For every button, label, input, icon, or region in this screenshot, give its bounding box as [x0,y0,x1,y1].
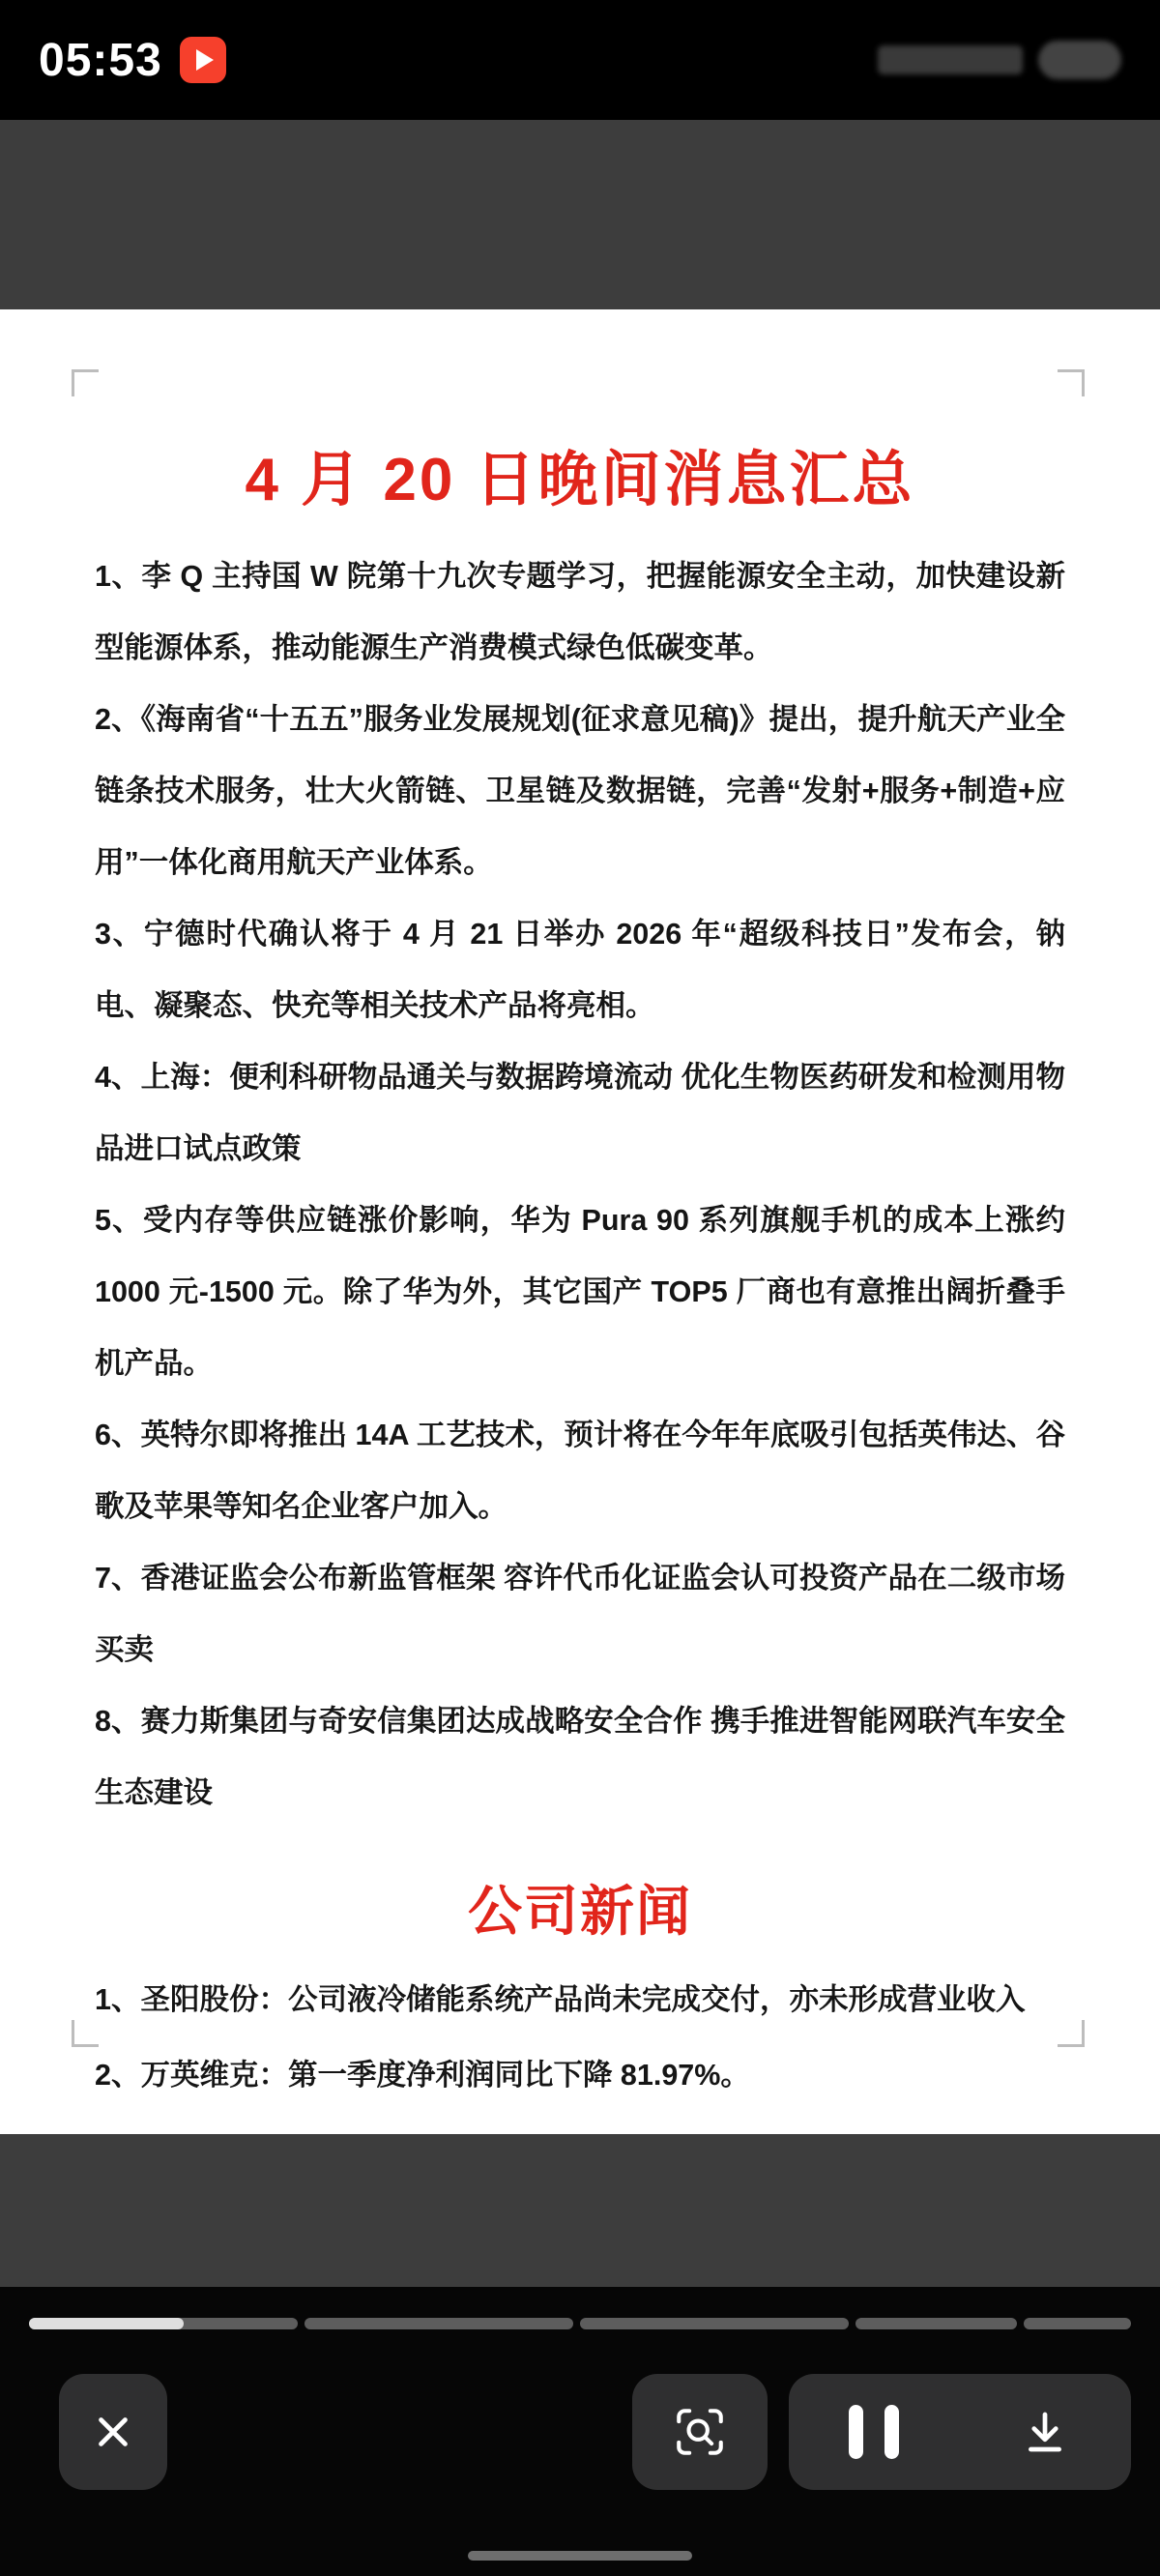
progress-segment[interactable] [29,2318,298,2329]
progress-bar[interactable] [29,2318,1131,2329]
video-letterbox-top [0,120,1160,309]
company-list [95,1962,1065,2113]
news-item: 1、圣阳股份：公司液冷储能系统产品尚未完成交付，亦未形成营业收入 [95,1983,1026,2016]
document-page [0,309,1160,2134]
play-triangle-icon [196,49,214,71]
document-title: 4 月 20 日晚间消息汇总 [245,447,915,513]
home-indicator[interactable] [468,2551,692,2561]
news-item: 2、万英维克：第一季度净利润同比下降 81.97%。 [95,2059,750,2092]
image-search-button[interactable] [632,2374,768,2490]
progress-segment[interactable] [856,2318,1017,2329]
close-icon [91,2410,135,2454]
player-controls [0,2287,1160,2576]
download-icon [1019,2406,1071,2458]
clock-time: 05:53 [39,34,162,86]
progress-segment[interactable] [580,2318,849,2329]
pause-download-group [789,2374,1131,2490]
crop-mark-top-right [1058,369,1085,396]
image-search-icon [672,2404,728,2460]
section-title-company-news: 公司新闻 [468,1881,692,1942]
progress-segment[interactable] [1024,2318,1131,2329]
news-item: 2、《海南省“十五五”服务业发展规划(征求意见稿)》提出，提升航天产业全链条技术服务，壮大火箭链、卫星链及数据链，完善“发射+服务+制造+应用”一体化商用航天产业体系。 [95,703,1065,879]
pause-bar-right [884,2405,899,2459]
news-item: 6、英特尔即将推出 14A 工艺技术，预计将在今年年底吸引包括英伟达、谷歌及苹果等知名企业客户加入。 [95,1419,1065,1523]
crop-mark-bottom-right [1058,2020,1085,2047]
watermark-icon-blur [1038,41,1121,79]
progress-segment[interactable] [304,2318,573,2329]
news-item: 3、宁德时代确认将于 4 月 21 日举办 2026 年“超级科技日”发布会，钠电、凝聚态、快充等相关技术产品将亮相。 [95,918,1065,1022]
crop-mark-top-left [72,369,99,396]
news-item: 8、赛力斯集团与奇安信集团达成战略安全合作 携手推进智能网联汽车安全生态建设 [95,1705,1065,1809]
news-list [95,541,1065,1829]
news-item: 7、香港证监会公布新监管框架 容许代币化证监会认可投资产品在二级市场买卖 [95,1562,1065,1666]
pause-button[interactable] [849,2405,899,2459]
news-item: 5、受内存等供应链涨价影响，华为 Pura 90 系列旗舰手机的成本上涨约 1000 元-1500 元。除了华为外，其它国产 TOP5 厂商也有意推出阔折叠手机产品。 [95,1204,1065,1380]
news-item: 4、上海：便利科研物品通关与数据跨境流动 优化生物医药研发和检测用物品进口试点政策 [95,1061,1065,1165]
news-item: 1、李 Q 主持国 W 院第十九次专题学习，把握能源安全主动，加快建设新型能源体系，推动能源生产消费模式绿色低碳变革。 [95,560,1065,664]
video-play-badge-icon [180,37,226,83]
pause-bar-left [849,2405,863,2459]
video-letterbox-bottom [0,2134,1160,2287]
download-button[interactable] [1019,2406,1071,2458]
watermark-text-blur [878,45,1023,74]
watermark [878,41,1121,79]
status-bar [0,0,1160,120]
close-button[interactable] [59,2374,167,2490]
crop-mark-bottom-left [72,2020,99,2047]
